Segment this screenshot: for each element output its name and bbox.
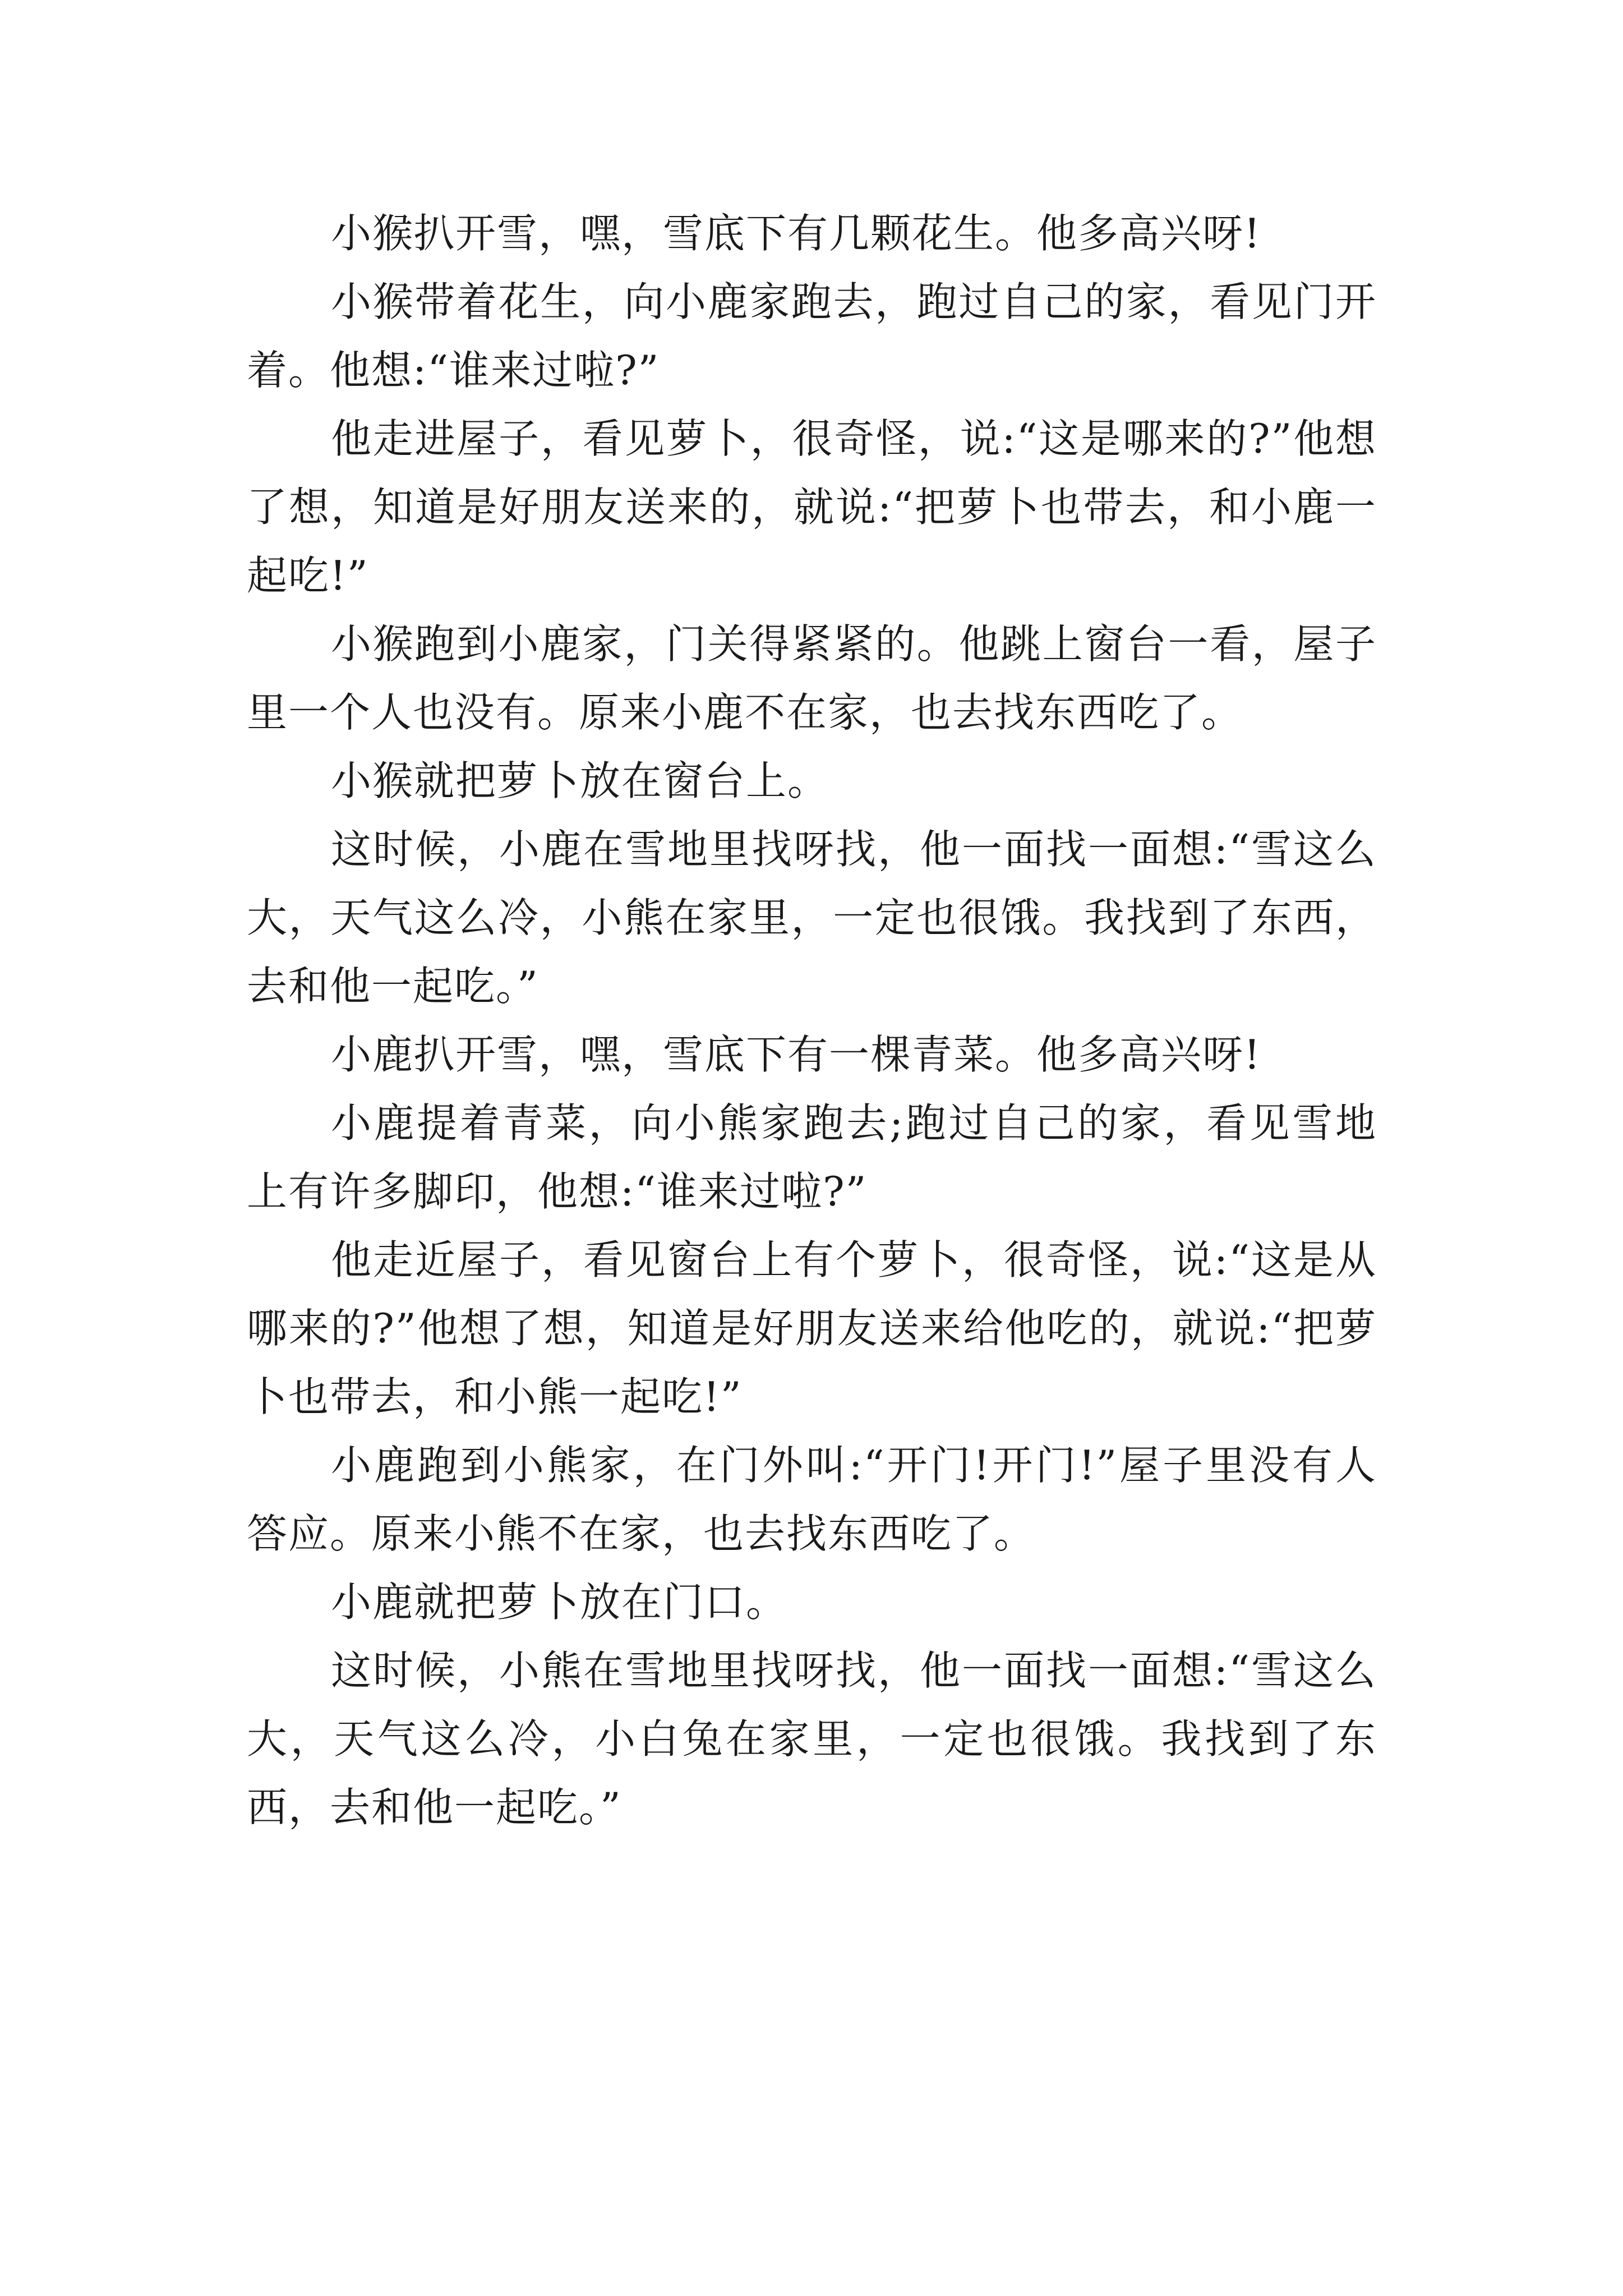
paragraph: 小猴带着花生，向小鹿家跑去，跑过自己的家，看见门开着。他想:“谁来过啦?” — [247, 278, 1377, 394]
paragraph: 小猴就把萝卜放在窗台上。 — [331, 757, 829, 804]
paragraph: 这时候，小熊在雪地里找呀找，他一面找一面想:“雪这么大，天气这么冷，小白兔在家里，一定也很饿。我找到了东西，去和他一起吃。” — [247, 1647, 1377, 1831]
paragraph: 这时候，小鹿在雪地里找呀找，他一面找一面想:“雪这么大，天气这么冷，小熊在家里，一定也很饿。我找到了东西，去和他一起吃。” — [247, 826, 1377, 1010]
paragraph: 小猴扒开雪，嘿，雪底下有几颗花生。他多高兴呀! — [331, 210, 1261, 257]
paragraph: 他走近屋子，看见窗台上有个萝卜，很奇怪，说:“这是从哪来的?”他想了想，知道是好朋友送来给他吃的，就说:“把萝卜也带去，和小熊一起吃!” — [247, 1236, 1377, 1420]
paragraph: 小鹿就把萝卜放在门口。 — [331, 1579, 788, 1626]
paragraph: 小鹿跑到小熊家，在门外叫:“开门!开门!”屋子里没有人答应。原来小熊不在家，也去找东西吃了。 — [247, 1442, 1377, 1557]
paragraph: 小鹿扒开雪，嘿，雪底下有一棵青菜。他多高兴呀! — [331, 1031, 1261, 1078]
story-text — [247, 199, 1377, 1842]
paragraph: 小鹿提着青菜，向小熊家跑去;跑过自己的家，看见雪地上有许多脚印，他想:“谁来过啦?” — [247, 1099, 1377, 1215]
paragraph: 小猴跑到小鹿家，门关得紧紧的。他跳上窗台一看，屋子里一个人也没有。原来小鹿不在家，也去找东西吃了。 — [247, 620, 1377, 736]
paragraph: 他走进屋子，看见萝卜，很奇怪，说:“这是哪来的?”他想了想，知道是好朋友送来的，就说:“把萝卜也带去，和小鹿一起吃!” — [247, 415, 1377, 599]
